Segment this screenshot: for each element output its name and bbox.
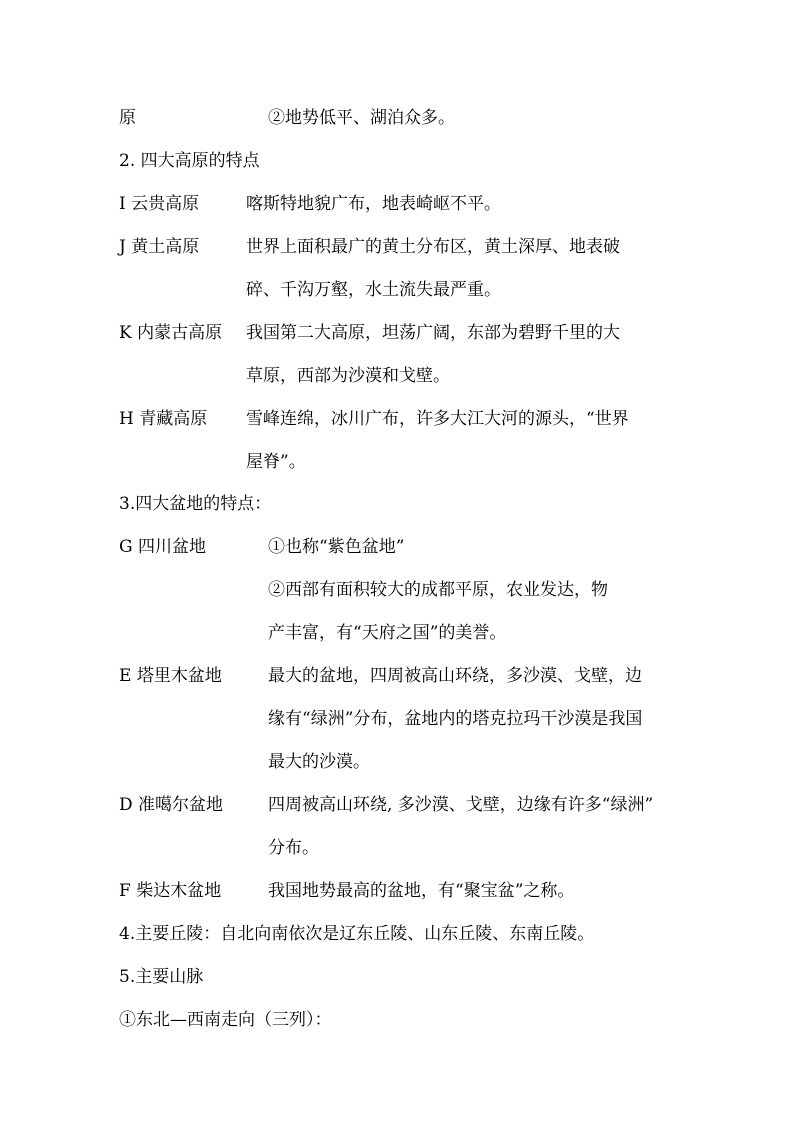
plateau-label-qingzang: H 青藏高原: [119, 409, 208, 429]
basin-text-tarim-3: 最大的沙漠。: [268, 752, 370, 772]
plateau-text-neimenggu-1: 我国第二大高原，坦荡广阔，东部为碧野千里的大: [246, 323, 620, 343]
basin-text-tarim-1: 最大的盆地，四周被高山环绕，多沙漠、戈壁，边: [268, 666, 642, 686]
plateau-text-qingzang-2: 屋脊”。: [246, 452, 306, 472]
mountains-subheading: ①东北—西南走向（三列）：: [119, 1010, 332, 1030]
section-heading-mountains: 5.主要山脉: [119, 967, 204, 987]
plateau-label-huangtu: J 黄土高原: [119, 237, 200, 257]
basin-text-tarim-2: 缘有“绿洲”分布，盆地内的塔克拉玛干沙漠是我国: [268, 709, 643, 729]
basin-text-qaidam: 我国地势最高的盆地，有“聚宝盆”之称。: [268, 881, 575, 901]
basin-text-sichuan-3: 产丰富，有“天府之国”的美誉。: [268, 623, 507, 643]
basin-label-tarim: E 塔里木盆地: [119, 666, 222, 686]
section-heading-plateaus: 2. 四大高原的特点: [119, 151, 260, 171]
basin-label-junggar: D 准噶尔盆地: [119, 795, 224, 815]
plateau-label-yungui: I 云贵高原: [119, 194, 200, 214]
plain-label-tail: 原: [119, 108, 136, 128]
plain-feature-text: ②地势低平、湖泊众多。: [268, 108, 455, 128]
plateau-text-huangtu-1: 世界上面积最广的黄土分布区，黄土深厚、地表破: [246, 237, 620, 257]
section-heading-hills: 4.主要丘陵：自北向南依次是辽东丘陵、山东丘陵、东南丘陵。: [119, 924, 595, 944]
basin-text-sichuan-2: ②西部有面积较大的成都平原，农业发达，物: [268, 580, 608, 600]
plateau-label-neimenggu: K 内蒙古高原: [119, 323, 223, 343]
plateau-text-neimenggu-2: 草原，西部为沙漠和戈壁。: [246, 366, 450, 386]
basin-label-qaidam: F 柴达木盆地: [119, 881, 222, 901]
section-heading-basins: 3.四大盆地的特点：: [119, 494, 272, 514]
basin-text-junggar-1: 四周被高山环绕, 多沙漠、戈壁，边缘有许多“绿洲”: [268, 795, 654, 815]
basin-text-junggar-2: 分布。: [268, 838, 319, 858]
basin-text-sichuan-1: ①也称“紫色盆地”: [268, 537, 405, 557]
basin-label-sichuan: G 四川盆地: [119, 537, 206, 557]
plateau-text-yungui: 喀斯特地貌广布，地表崎岖不平。: [246, 194, 501, 214]
plateau-text-qingzang-1: 雪峰连绵，冰川广布，许多大江大河的源头，“世界: [246, 409, 629, 429]
plateau-text-huangtu-2: 碎、千沟万壑，水土流失最严重。: [246, 280, 501, 300]
